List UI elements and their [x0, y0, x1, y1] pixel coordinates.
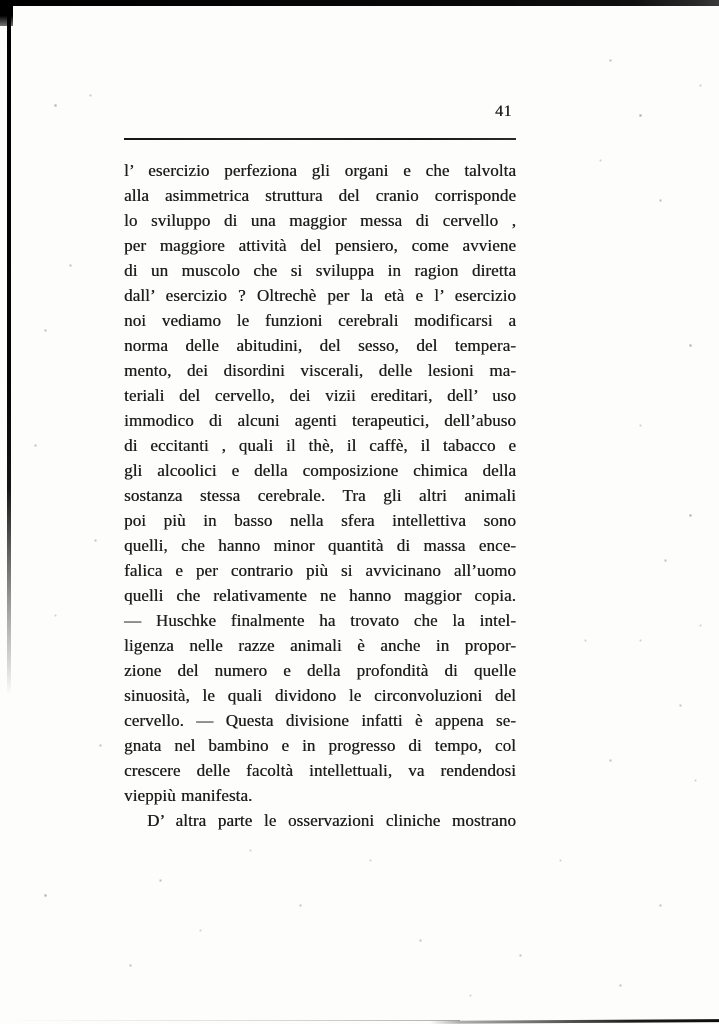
text-line: di eccitanti , quali il thè, il caffè, il tabacco e [124, 436, 516, 455]
scan-edge-bottom-faint [0, 1020, 460, 1021]
paragraph [124, 808, 516, 833]
text-line: sinuosità, le quali dividono le circonvoluzioni del [124, 686, 516, 705]
text-line: immodico di alcuni agenti terapeutici, dell’abuso [124, 411, 516, 430]
text-line: crescere delle facoltà intellettuali, va rendendosi [124, 761, 516, 780]
text-line: lo sviluppo di una maggior messa di cervello , [124, 211, 516, 230]
text-line: per maggiore attività del pensiero, come avviene [124, 236, 516, 255]
scan-edge-bottom [430, 1019, 719, 1024]
text-line: norma delle abitudini, del sesso, del tempera- [124, 336, 516, 355]
body-text [124, 158, 516, 833]
text-line: l’ esercizio perfeziona gli organi e che talvolta [124, 161, 516, 180]
text-line: di un muscolo che si sviluppa in ragion diretta [124, 261, 516, 280]
scan-edge-top [0, 0, 719, 6]
text-line: — Huschke finalmente ha trovato che la intel- [124, 611, 516, 630]
text-line: quelli che relativamente ne hanno maggior copia. [124, 586, 516, 605]
text-line: mento, dei disordini viscerali, delle lesioni ma- [124, 361, 516, 380]
text-line: poi più in basso nella sfera intellettiva sono [124, 511, 516, 530]
header-rule [124, 138, 516, 140]
text-line: vieppiù manifesta. [124, 786, 253, 805]
text-line: noi vediamo le funzioni cerebrali modificarsi a [124, 311, 516, 330]
page-number: 41 [495, 103, 512, 120]
text-line: sostanza stessa cerebrale. Tra gli altri animali [124, 486, 516, 505]
paragraph [124, 158, 516, 808]
text-line: teriali del cervello, dei vizii ereditari, dell’ uso [124, 386, 516, 405]
text-line: gnata nel bambino e in progresso di tempo, col [124, 736, 516, 755]
text-line: falica e per contrario più si avvicinano all’uomo [124, 561, 516, 580]
text-line: ligenza nelle razze animali è anche in propor- [124, 636, 516, 655]
scan-noise-specks [0, 0, 1, 1]
text-line: dall’ esercizio ? Oltrechè per la età e l’ esercizio [124, 286, 516, 305]
text-line: quelli, che hanno minor quantità di massa ence- [124, 536, 516, 555]
text-line: gli alcoolici e della composizione chimica della [124, 461, 516, 480]
scan-edge-left [7, 5, 11, 695]
text-line: zione del numero e della profondità di quelle [124, 661, 516, 680]
text-line: cervello. — Questa divisione infatti è appena se- [124, 711, 516, 730]
text-line: D’ altra parte le osservazioni cliniche mostrano [147, 811, 516, 830]
text-line: alla asimmetrica struttura del cranio corrisponde [124, 186, 516, 205]
